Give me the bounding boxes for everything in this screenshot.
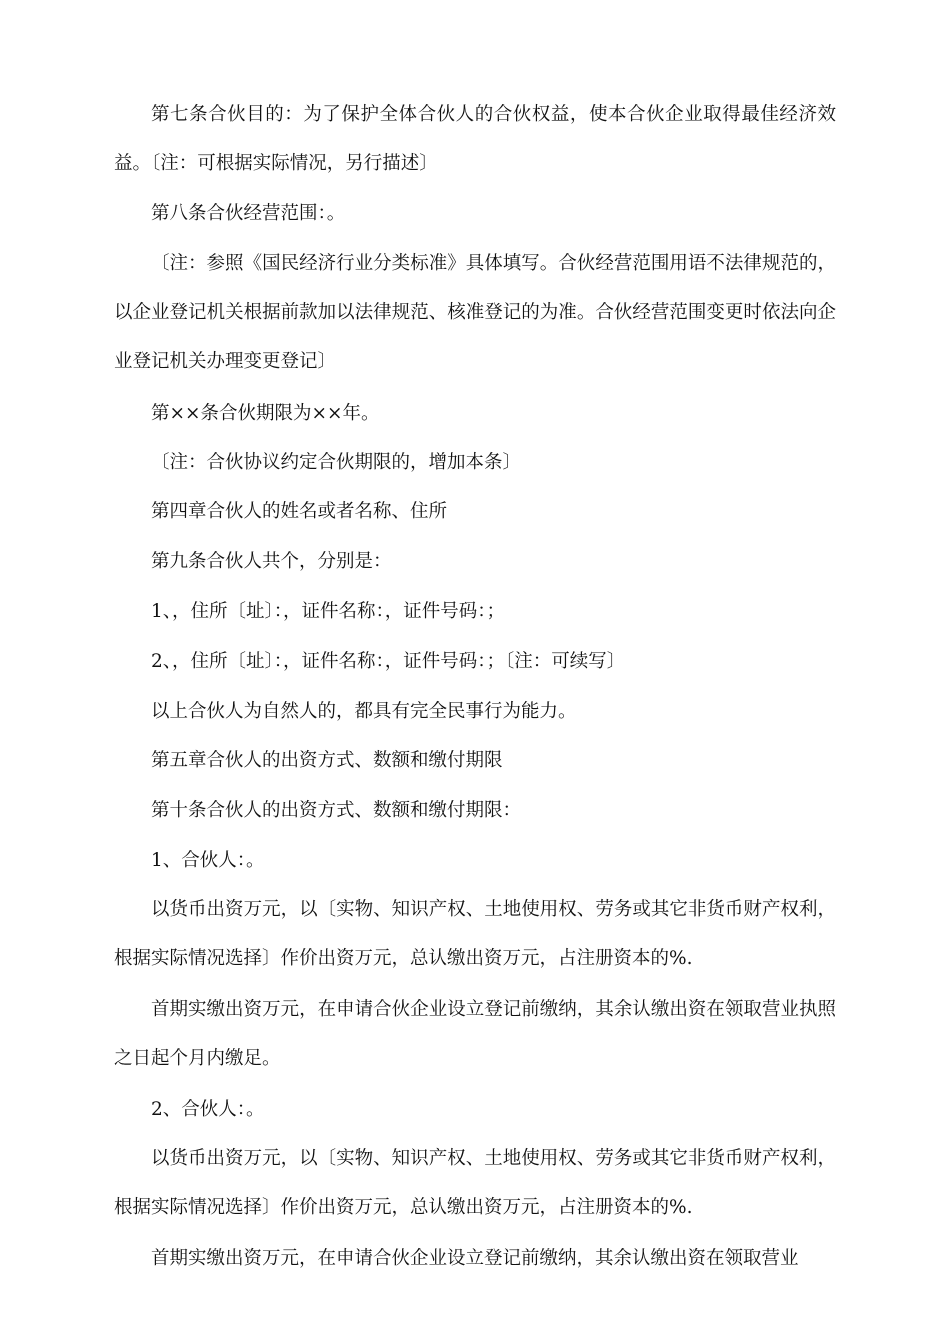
paragraph-article-7: 第七条合伙目的：为了保护全体合伙人的合伙权益，使本合伙企业取得最佳经济效益。〔注：可根据实际情况，另行描述〕 xyxy=(114,104,836,174)
chapter-4-heading: 第四章合伙人的姓名或者名称、住所 xyxy=(151,501,448,522)
partner-contribution-2-heading: 2、合伙人：。 xyxy=(151,1099,265,1120)
partner-contribution-1-payment: 首期实缴出资万元，在申请合伙企业设立登记前缴纳，其余认缴出资在领取营业执照之日起个月内缴足。 xyxy=(114,999,836,1069)
partner-list-item-1: 1、，住所〔址〕：，证件名称：，证件号码：； xyxy=(151,601,506,622)
partner-contribution-1-heading: 1、合伙人：。 xyxy=(151,850,265,871)
paragraph-article-8: 第八条合伙经营范围：。 xyxy=(151,203,346,224)
paragraph-capacity: 以上合伙人为自然人的，都具有完全民事行为能力。 xyxy=(151,701,577,722)
paragraph-article-9: 第九条合伙人共个，分别是： xyxy=(151,551,392,572)
paragraph-article-xx: 第××条合伙期限为××年。 xyxy=(151,403,380,424)
partner-contribution-2-payment: 首期实缴出资万元，在申请合伙企业设立登记前缴纳，其余认缴出资在领取营业 xyxy=(151,1248,799,1269)
partner-list-item-2: 2、，住所〔址〕：，证件名称：，证件号码：；〔注：可续写〕 xyxy=(151,651,626,672)
partner-contribution-1-amount: 以货币出资万元，以〔实物、知识产权、土地使用权、劳务或其它非货币财产权利，根据实际情况选择〕作价出资万元，总认缴出资万元，占注册资本的%. xyxy=(114,899,836,969)
paragraph-article-8-note: 〔注：参照《国民经济行业分类标准》具体填写。合伙经营范围用语不法律规范的，以企业登记机关根据前款加以法律规范、核准登记的为准。合伙经营范围变更时依法向企业登记机关办理变更登记〕 xyxy=(114,253,836,372)
paragraph-article-xx-note: 〔注：合伙协议约定合伙期限的，增加本条〕 xyxy=(151,452,522,473)
paragraph-article-10: 第十条合伙人的出资方式、数额和缴付期限： xyxy=(151,800,522,821)
chapter-5-heading: 第五章合伙人的出资方式、数额和缴付期限 xyxy=(151,750,503,771)
partner-contribution-2-amount: 以货币出资万元，以〔实物、知识产权、土地使用权、劳务或其它非货币财产权利，根据实际情况选择〕作价出资万元，总认缴出资万元，占注册资本的%. xyxy=(114,1148,836,1218)
